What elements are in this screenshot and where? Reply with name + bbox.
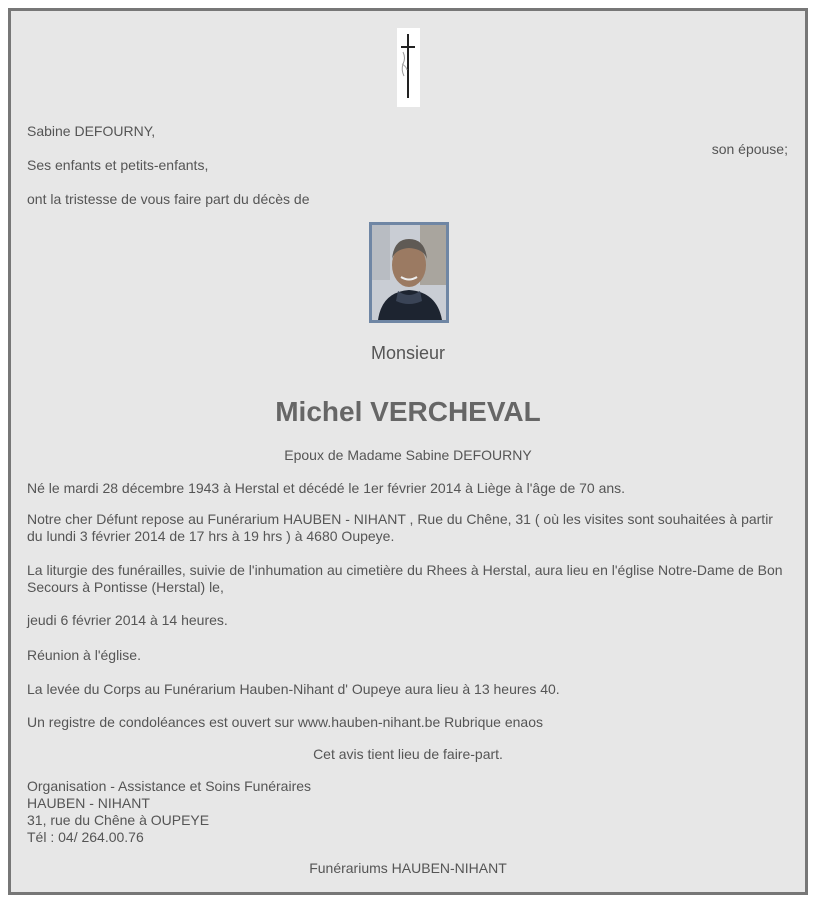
family-spouse-role: son épouse;: [711, 141, 788, 157]
deceased-name: Michel VERCHEVAL: [275, 396, 541, 427]
family-children: Ses enfants et petits-enfants,: [27, 157, 209, 173]
obituary-card: [8, 8, 808, 895]
cross-icon: [397, 28, 420, 107]
spouse-line: Epoux de Madame Sabine DEFOURNY: [284, 447, 532, 463]
notice-statement: Cet avis tient lieu de faire-part.: [313, 746, 503, 762]
rest-info: Notre cher Défunt repose au Funérarium HAUBEN - NIHANT , Rue du Chêne, 31 ( où les visites sont souhaitées à partir du lundi 3 février 2014 de 17 hrs à 19 hrs ) à 4680 Oupeye.: [27, 511, 773, 544]
birth-death-line: Né le mardi 28 décembre 1943 à Herstal et décédé le 1er février 2014 à Liège à l'âge de 70 ans.: [27, 480, 626, 496]
org-line-2: HAUBEN - NIHANT: [27, 795, 150, 811]
family-spouse-name: Sabine DEFOURNY,: [27, 123, 156, 139]
org-line-3: 31, rue du Chêne à OUPEYE: [27, 812, 210, 828]
meeting-info: Réunion à l'église.: [27, 647, 141, 663]
announcement-text: ont la tristesse de vous faire part du décès de: [27, 191, 310, 207]
funeral-date: jeudi 6 février 2014 à 14 heures.: [27, 612, 228, 628]
honorific: Monsieur: [370, 343, 446, 363]
liturgy-info: La liturgie des funérailles, suivie de l'inhumation au cimetière du Rhees à Herstal, aura lieu en l'église Notre-Dame de Bon Secours à Pontisse (Herstal) le,: [27, 562, 783, 595]
portrait-photo: [369, 222, 449, 323]
org-phone: Tél : 04/ 264.00.76: [27, 829, 144, 845]
footer-text: Funérariums HAUBEN-NIHANT: [309, 860, 507, 876]
org-line-1: Organisation - Assistance et Soins Funéraires: [27, 778, 312, 794]
condolence-register: Un registre de condoléances est ouvert sur www.hauben-nihant.be Rubrique enaos: [27, 714, 543, 730]
levee-info: La levée du Corps au Funérarium Hauben-Nihant d' Oupeye aura lieu à 13 heures 40.: [27, 681, 560, 697]
